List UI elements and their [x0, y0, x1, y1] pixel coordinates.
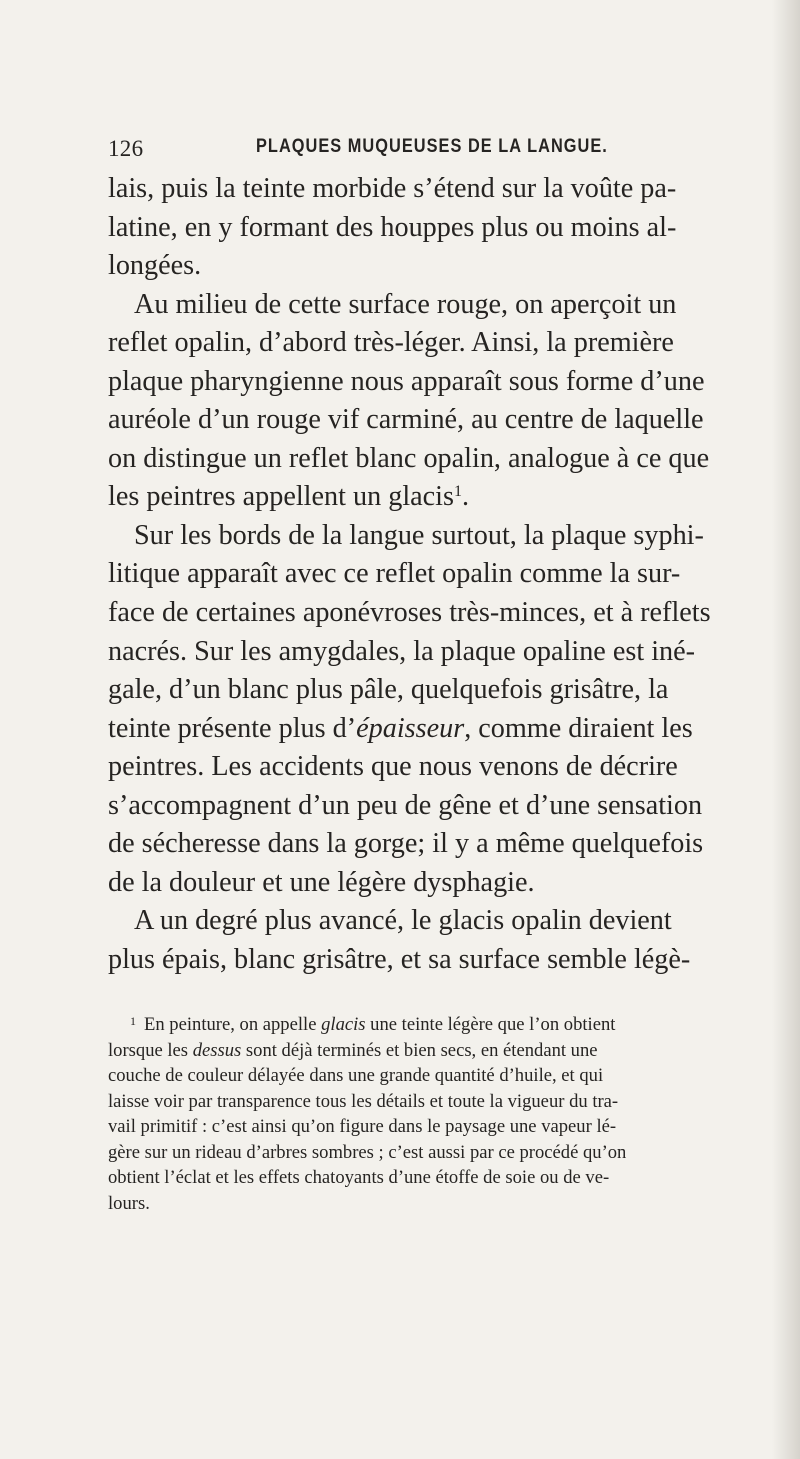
text-line: plaque pharyngienne nous apparaît sous forme d’une: [108, 365, 705, 397]
text-line: reflet opalin, d’abord très-léger. Ainsi, la première: [108, 327, 674, 359]
text-line: litique apparaît avec ce reflet opalin comme la sur-: [108, 558, 681, 590]
text-segment: lorsque les: [108, 1039, 193, 1061]
text-line: latine, en y formant des houppes plus ou moins al-: [108, 211, 677, 243]
running-title: PLAQUES MUQUEUSES DE LA LANGUE.: [256, 136, 608, 157]
text-line: de la douleur et une légère dysphagie.: [108, 866, 535, 898]
text-segment: teinte présente plus d’: [108, 712, 357, 744]
italic-term: dessus: [192, 1039, 242, 1061]
book-page: [108, 130, 770, 1216]
paragraph-3: [108, 517, 770, 902]
text-line: on distingue un reflet blanc opalin, analogue à ce que: [108, 442, 710, 474]
text-line: lais, puis la teinte morbide s’étend sur la voûte pa-: [108, 173, 677, 204]
paragraph-1: [108, 170, 770, 286]
text-line: couche de couleur délayée dans une grande quantité d’huile, et qui: [108, 1065, 604, 1087]
text-line: [108, 1038, 770, 1064]
text-line: gère sur un rideau d’arbres sombres ; c’est aussi par ce procédé qu’on: [108, 1141, 627, 1163]
text-line: les peintres appellent un glacis$^1$.: [108, 481, 470, 513]
text-segment: , comme diraient les: [464, 712, 693, 744]
text-line: nacrés. Sur les amygdales, la plaque opaline est iné-: [108, 635, 696, 667]
text-segment: En peinture, on appelle: [144, 1014, 322, 1036]
text-line: gale, d’un blanc plus pâle, quelquefois grisâtre, la: [108, 674, 669, 706]
text-line: de sécheresse dans la gorge; il y a même quelquefois: [108, 828, 704, 860]
text-line: peintres. Les accidents que nous venons de décrire: [108, 751, 678, 783]
paragraph-4: [108, 902, 770, 979]
footnote-reference: 1: [453, 483, 462, 501]
text-line: Sur les bords de la langue surtout, la plaque syphi-: [134, 519, 704, 551]
text-line: lours.: [108, 1192, 150, 1214]
text-segment: sont déjà terminés et bien secs, en étendant une: [241, 1039, 598, 1061]
text-segment: une teinte légère que l’on obtient: [365, 1014, 616, 1036]
text-line: face de certaines aponévroses très-minces, et à reflets: [108, 597, 711, 629]
text-line: longées.: [108, 250, 202, 282]
running-head: [108, 130, 770, 170]
text-line: laisse voir par transparence tous les détails et toute la vigueur du tra-: [108, 1090, 619, 1112]
text-line: vail primitif : c’est ainsi qu’on figure dans le paysage une vapeur lé-: [108, 1116, 617, 1138]
text-line: [108, 710, 770, 749]
body-text: [108, 170, 770, 979]
italic-term: épaisseur: [356, 712, 465, 744]
page-edge-shadow: [772, 0, 800, 1459]
footnotes: [108, 1009, 770, 1216]
page-number: 126: [108, 136, 144, 161]
text-line: obtient l’éclat et les effets chatoyants d’une étoffe de soie ou de ve-: [108, 1167, 610, 1189]
text-line: [108, 1009, 770, 1038]
footnote-1: [108, 1009, 770, 1216]
paragraph-2: [108, 286, 770, 517]
text-line: plus épais, blanc grisâtre, et sa surface semble légè-: [108, 943, 691, 975]
text-line: auréole d’un rouge vif carminé, au centre de laquelle: [108, 404, 704, 436]
footnote-number: 1: [130, 1014, 136, 1029]
text-line: A un degré plus avancé, le glacis opalin devient: [134, 905, 672, 937]
italic-term: glacis: [321, 1014, 366, 1036]
text-line: s’accompagnent d’un peu de gêne et d’une sensation: [108, 789, 703, 821]
text-segment: les peintres appellent un glacis: [108, 481, 454, 513]
text-line: Au milieu de cette surface rouge, on aperçoit un: [134, 288, 677, 320]
